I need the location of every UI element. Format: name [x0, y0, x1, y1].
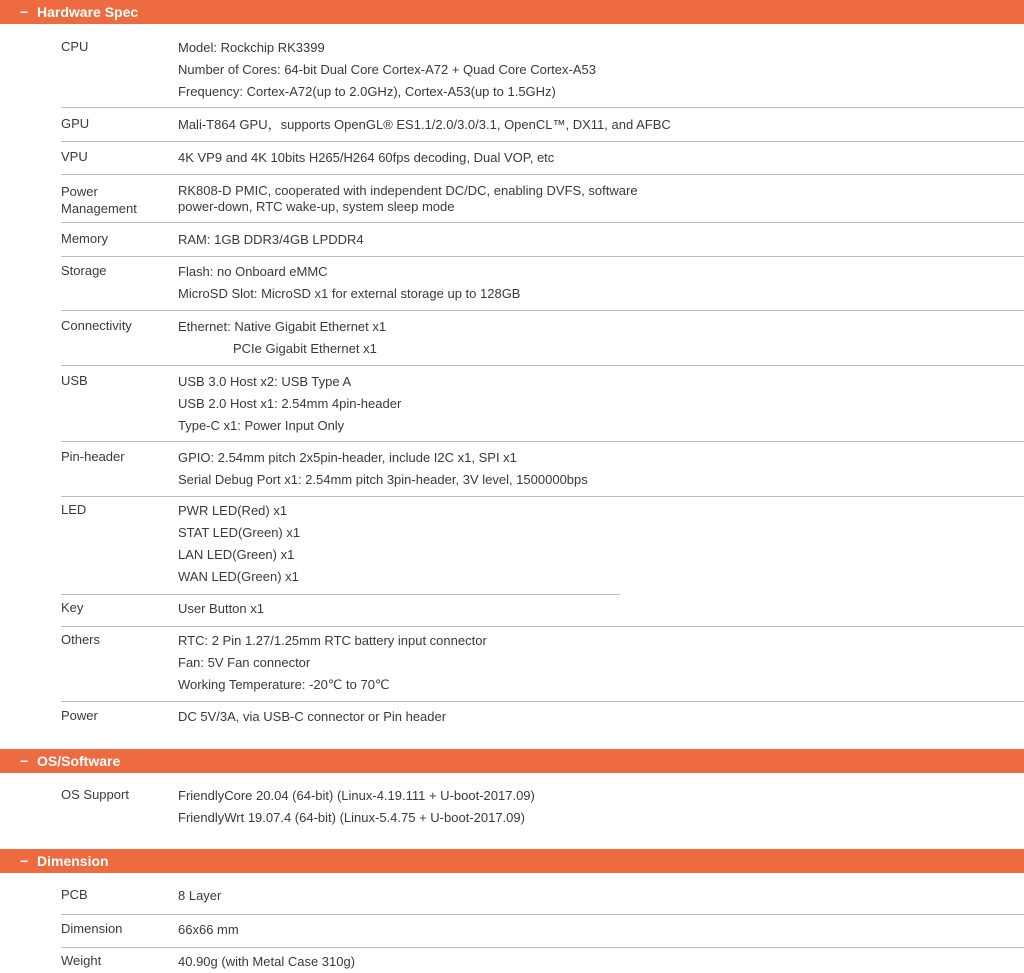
- spec-line: 40.90g (with Metal Case 310g): [178, 954, 356, 969]
- spec-label: Key: [61, 600, 84, 615]
- spec-label: Others: [61, 632, 101, 647]
- spec-label: USB: [61, 373, 88, 388]
- spec-line: FriendlyWrt 19.07.4 (64-bit) (Linux-5.4.75 + U-boot-2017.09): [178, 810, 525, 825]
- spec-label-line: Power: [61, 184, 98, 199]
- collapse-toggle[interactable]: −: [20, 753, 29, 769]
- spec-label: VPU: [61, 149, 88, 164]
- spec-line: DC 5V/3A, via USB-C connector or Pin header: [178, 709, 447, 724]
- section-header-os-software[interactable]: [0, 749, 1024, 773]
- section-title: OS/Software: [37, 753, 121, 769]
- spec-line: 66x66 mm: [178, 922, 239, 937]
- row-divider: [61, 174, 1024, 175]
- spec-line: Serial Debug Port x1: 2.54mm pitch 3pin-header, 3V level, 1500000bps: [178, 472, 588, 487]
- spec-line: RAM: 1GB DDR3/4GB LPDDR4: [178, 232, 364, 247]
- row-divider: [61, 441, 1024, 442]
- spec-line: Fan: 5V Fan connector: [178, 655, 311, 670]
- spec-line: USB 3.0 Host x2: USB Type A: [178, 374, 352, 389]
- row-divider: [61, 222, 1024, 223]
- spec-label: [61, 183, 171, 217]
- spec-label: GPU: [61, 116, 90, 131]
- spec-line: LAN LED(Green) x1: [178, 547, 295, 562]
- spec-line: RTC: 2 Pin 1.27/1.25mm RTC battery input connector: [178, 633, 487, 648]
- spec-label: LED: [61, 502, 87, 517]
- row-divider: [61, 141, 1024, 142]
- spec-line: WAN LED(Green) x1: [178, 569, 299, 584]
- spec-line: power-down, RTC wake-up, system sleep mode: [178, 199, 455, 214]
- spec-label: OS Support: [61, 787, 129, 802]
- spec-label: PCB: [61, 887, 88, 902]
- spec-line: 4K VP9 and 4K 10bits H265/H264 60fps decoding, Dual VOP, etc: [178, 150, 555, 165]
- spec-line: GPIO: 2.54mm pitch 2x5pin-header, include I2C x1, SPI x1: [178, 450, 517, 465]
- collapse-toggle[interactable]: −: [20, 853, 29, 869]
- row-divider: [61, 594, 620, 595]
- row-divider: [61, 310, 1024, 311]
- section-title: Hardware Spec: [37, 4, 139, 20]
- row-divider: [61, 914, 1024, 915]
- spec-label: Pin-header: [61, 449, 125, 464]
- row-divider: [61, 947, 1024, 948]
- spec-label: CPU: [61, 39, 89, 54]
- section-header-hardware-spec[interactable]: [0, 0, 1024, 24]
- row-divider: [61, 107, 1024, 108]
- spec-label-line: Management: [61, 201, 137, 216]
- row-divider: [61, 626, 1024, 627]
- spec-label: Memory: [61, 231, 108, 246]
- spec-line: Type-C x1: Power Input Only: [178, 418, 345, 433]
- spec-line: Ethernet: Native Gigabit Ethernet x1: [178, 319, 387, 334]
- spec-line: RK808-D PMIC, cooperated with independent DC/DC, enabling DVFS, software: [178, 183, 638, 198]
- spec-line: Working Temperature: -20℃ to 70℃: [178, 677, 390, 692]
- spec-line: Model: Rockchip RK3399: [178, 40, 325, 55]
- spec-label: Storage: [61, 263, 107, 278]
- spec-line: User Button x1: [178, 601, 264, 616]
- spec-label: Connectivity: [61, 318, 132, 333]
- spec-line: Number of Cores: 64-bit Dual Core Cortex-A72 + Quad Core Cortex-A53: [178, 62, 596, 77]
- spec-line: PWR LED(Red) x1: [178, 503, 288, 518]
- spec-line: PCIe Gigabit Ethernet x1: [233, 341, 377, 356]
- spec-label: Dimension: [61, 921, 123, 936]
- spec-label: Weight: [61, 953, 102, 968]
- spec-line: STAT LED(Green) x1: [178, 525, 301, 540]
- row-divider: [61, 496, 1024, 497]
- spec-label: Power: [61, 708, 98, 723]
- row-divider: [61, 256, 1024, 257]
- spec-line: 8 Layer: [178, 888, 222, 903]
- spec-line: Flash: no Onboard eMMC: [178, 264, 328, 279]
- spec-line: USB 2.0 Host x1: 2.54mm 4pin-header: [178, 396, 402, 411]
- row-divider: [61, 365, 1024, 366]
- section-title: Dimension: [37, 853, 109, 869]
- spec-line: Frequency: Cortex-A72(up to 2.0GHz), Cortex-A53(up to 1.5GHz): [178, 84, 556, 99]
- spec-line: Mali-T864 GPU，supports OpenGL® ES1.1/2.0/3.0/3.1, OpenCL™, DX11, and AFBC: [178, 117, 671, 132]
- spec-line: FriendlyCore 20.04 (64-bit) (Linux-4.19.111 + U-boot-2017.09): [178, 788, 535, 803]
- spec-line: MicroSD Slot: MicroSD x1 for external storage up to 128GB: [178, 286, 521, 301]
- section-header-dimension[interactable]: [0, 849, 1024, 873]
- collapse-toggle[interactable]: −: [20, 4, 29, 20]
- row-divider: [61, 701, 1024, 702]
